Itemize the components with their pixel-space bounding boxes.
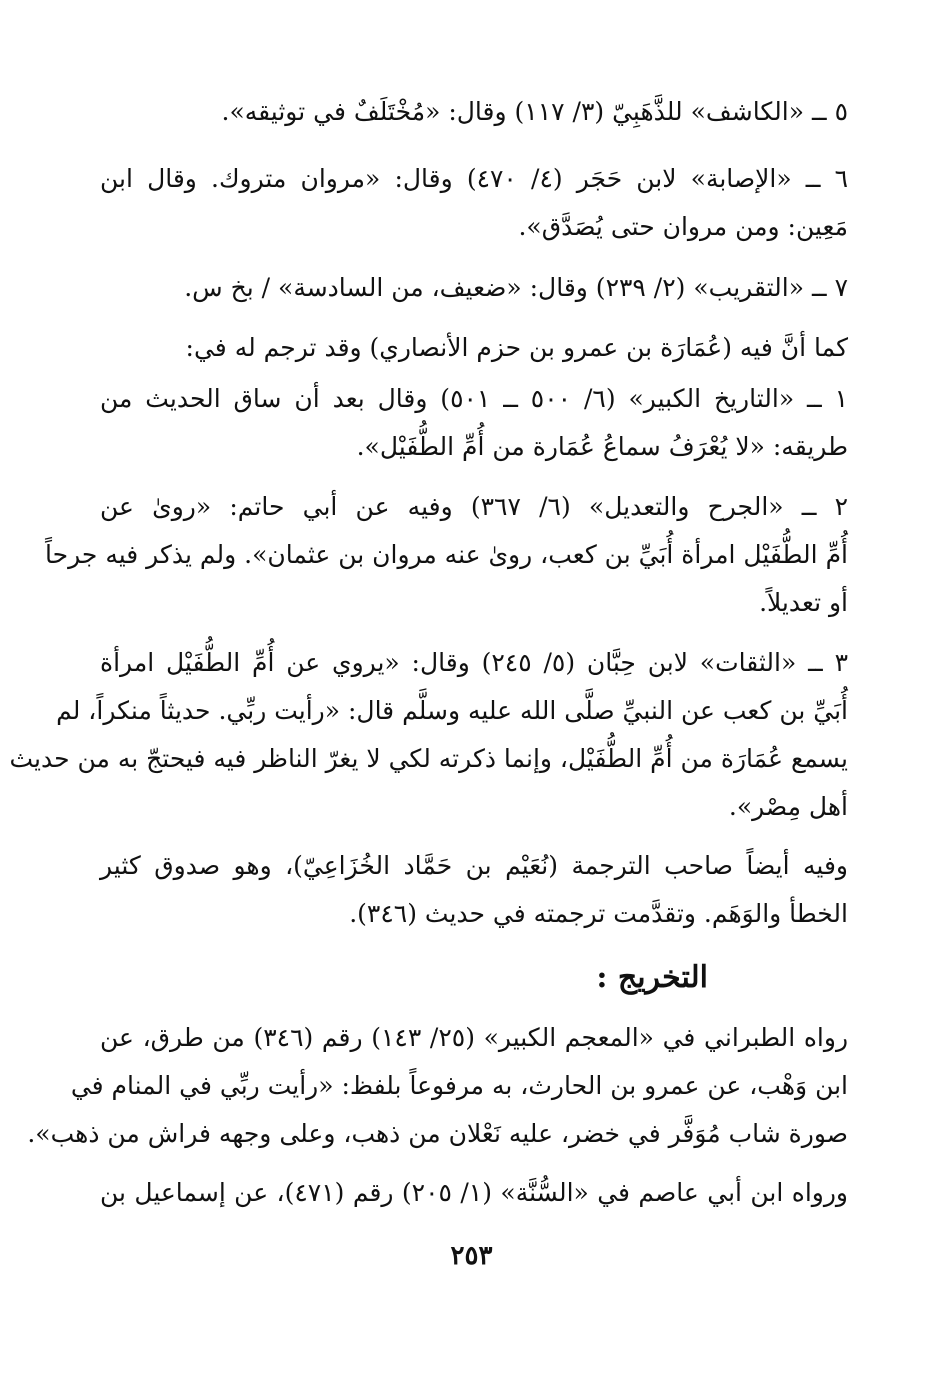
text-line: طريقه: «لا يُعْرَفُ سماعُ عُمَارة من أُمِّ الطُّفَيْل». [356,432,848,461]
text-line: أهل مِصْر». [728,792,848,821]
text-line: أو تعديلاً. [759,588,848,617]
text-line: ٧ ــ «التقريب» (٢/ ٢٣٩) وقال: «ضعيف، من السادسة» / بخ س. [184,273,848,302]
text-line: رواه الطبراني في «المعجم الكبير» (٢٥/ ١٤٣) رقم (٣٤٦) من طرق، عن [100,1023,849,1052]
text-line: مَعِين: ومن مروان حتى يُصَدَّق». [518,212,848,241]
text-line: أُبَيِّ بن كعب عن النبيِّ صلَّى الله عليه وسلَّم قال: «رأيت ربِّي. حديثاً منكراً، لم [56,696,848,725]
text-line: ٣ ــ «الثقات» لابن حِبَّان (٥/ ٢٤٥) وقال: «يروي عن أُمِّ الطُّفَيْل امرأة [100,648,848,677]
text-line: وفيه أيضاً صاحب الترجمة (نُعَيْم بن حَمَّاد الخُزَاعِيّ)، وهو صدوق كثير [100,851,848,880]
text-line: ابن وَهْب، عن عمرو بن الحارث، به مرفوعاً بلفظ: «رأيت ربِّي في المنام في [70,1071,848,1100]
text-line: ٢ ــ «الجرح والتعديل» (٦/ ٣٦٧) وفيه عن أبي حاتم: «روىٰ عن [100,492,849,521]
text-line: ٦ ــ «الإصابة» لابن حَجَر (٤/ ٤٧٠) وقال: «مروان متروك. وقال ابن [100,164,848,193]
text-line: كما أنَّ فيه (عُمَارَة بن عمرو بن حزم الأنصاري) وقد ترجم له في: [185,333,848,362]
text-line: الخطأ والوَهَم. وتقدَّمت ترجمته في حديث (٣٤٦). [349,899,848,928]
text-line: ٥ ــ «الكاشف» للذَّهَبِيّ (٣/ ١١٧) وقال: «مُخْتَلَفٌ في توثيقه». [221,97,848,126]
text-line: ١ ــ «التاريخ الكبير» (٦/ ٥٠٠ ــ ٥٠١) وقال بعد أن ساق الحديث من [100,384,848,413]
section-heading: التخريج : [596,960,708,995]
text-line: أُمِّ الطُّفَيْل امرأة أُبَيِّ بن كعب، روىٰ عنه مروان بن عثمان». ولم يذكر فيه جرحاً [45,540,848,569]
text-line: صورة شاب مُوَفَّر في خضر، عليه نَعْلان من ذهب، وعلى وجهه فراش من ذهب». [27,1119,848,1148]
page-number: ٢٥٣ [450,1241,493,1271]
text-line: يسمع عُمَارَة من أُمِّ الطُّفَيْل، وإنما ذكرته لكي لا يغرّ الناظر فيه فيحتجّ به من حديث [9,744,848,773]
text-line: ورواه ابن أبي عاصم في «السُّنَّة» (١/ ٢٠٥) رقم (٤٧١)، عن إسماعيل بن [100,1178,848,1207]
